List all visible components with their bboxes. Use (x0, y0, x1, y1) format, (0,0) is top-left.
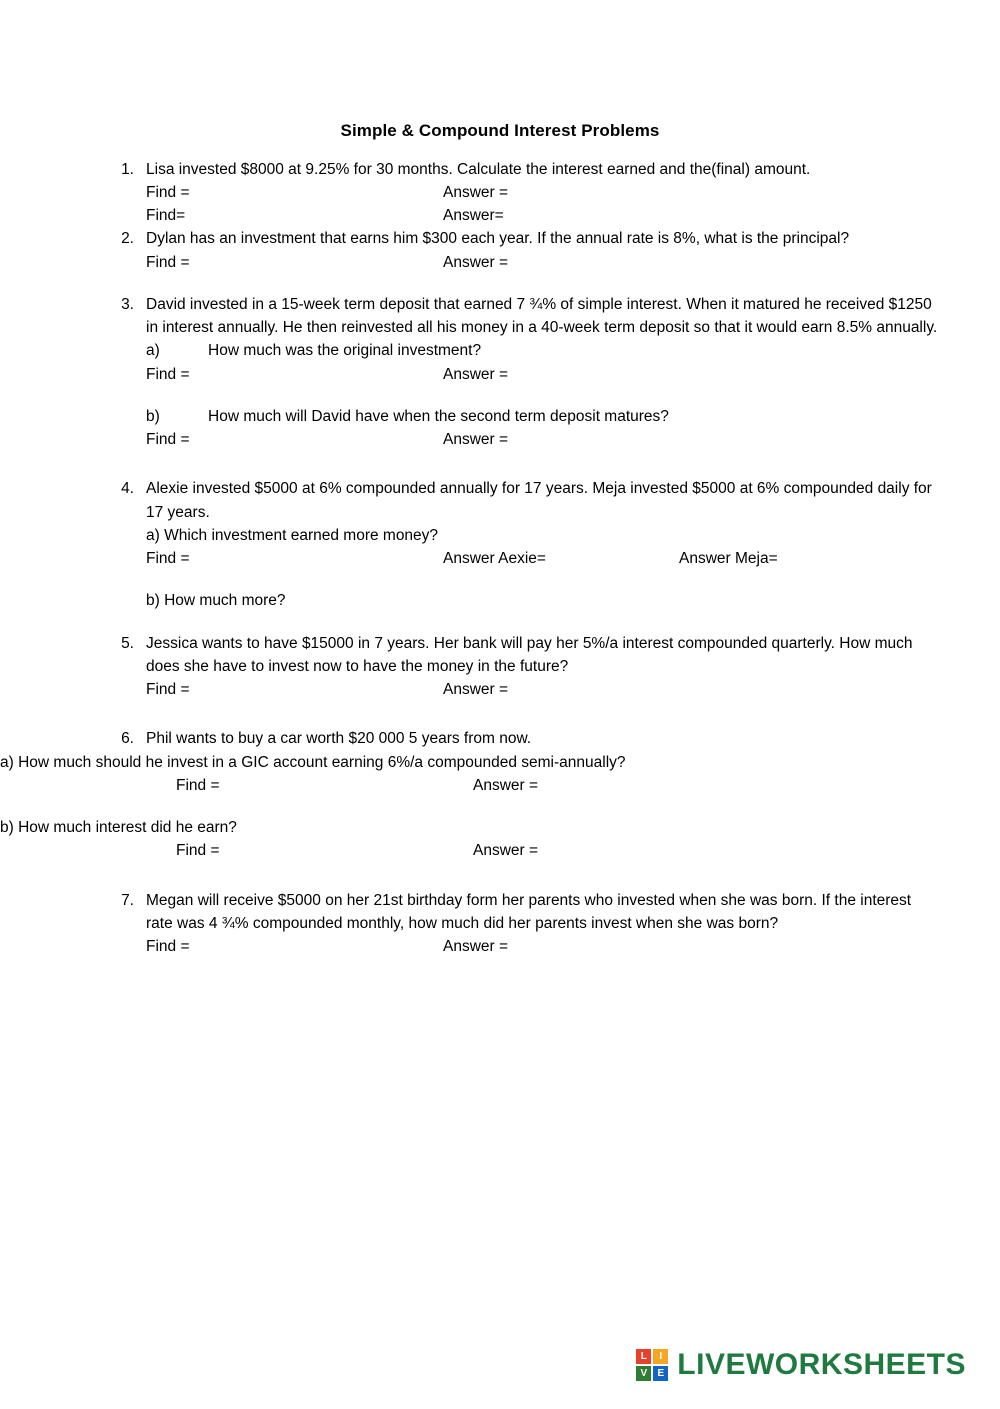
question-1-row-1 (146, 181, 942, 204)
spacer (110, 863, 942, 889)
find-label: Find = (146, 253, 190, 271)
answer-label: Answer = (473, 842, 539, 860)
question-7 (110, 889, 942, 959)
answer-label: Answer = (443, 681, 509, 698)
question-6-text: Phil wants to buy a car worth $20 000 5 years from now. (146, 730, 532, 748)
part-b-text: How much will David have when the second term deposit matures? (208, 407, 669, 425)
question-6b-row (110, 839, 942, 862)
find-label: Find = (176, 842, 220, 860)
question-3-part-b (146, 405, 942, 428)
question-3a-row (146, 363, 942, 386)
question-2-row-1 (146, 251, 942, 274)
logo-letter-i: I (653, 1349, 668, 1364)
spacer (146, 570, 942, 589)
worksheet-content (0, 158, 1000, 959)
answer-label: Answer = (443, 431, 509, 448)
find-label: Find = (146, 938, 190, 955)
question-5-text: Jessica wants to have $15000 in 7 years. Her bank will pay her 5%/a interest compounded quarterly. How much does she have to invest now to have the money in the future? (146, 634, 913, 675)
find-label: Find = (146, 365, 190, 383)
part-a-text: How much was the original investment? (208, 342, 482, 360)
answer-meja-label: Answer Meja= (679, 550, 778, 567)
part-a-label: a) (146, 342, 160, 360)
question-3b-row (146, 428, 942, 451)
worksheet-page (0, 118, 1000, 1409)
logo-letter-v: V (636, 1366, 651, 1381)
answer-aexie-label: Answer Aexie= (443, 550, 546, 567)
logo-letter-e: E (653, 1366, 668, 1381)
find-label: Find = (146, 431, 190, 448)
question-6-number: 6. (121, 730, 134, 748)
question-1 (110, 158, 942, 228)
liveworksheets-brand: LIVEWORKSHEETS (677, 1348, 966, 1381)
question-1-text: Lisa invested $8000 at 9.25% for 30 months. Calculate the interest earned and the(final) amount. (146, 160, 811, 178)
question-7-row (146, 935, 942, 958)
part-b-label: b) (146, 407, 160, 425)
question-1-number: 1. (121, 160, 134, 178)
find-label: Find= (146, 207, 186, 224)
question-3 (110, 293, 942, 452)
spacer (146, 386, 942, 405)
question-4a-row (146, 547, 942, 570)
answer-label: Answer = (443, 938, 509, 955)
question-7-number: 7. (121, 891, 134, 909)
liveworksheets-footer (636, 1342, 966, 1387)
spacer (110, 701, 942, 727)
question-5-number: 5. (121, 634, 134, 652)
answer-label: Answer = (473, 776, 539, 794)
question-6-part-b-text: b) How much interest did he earn? (0, 819, 237, 836)
answer-label: Answer= (443, 207, 504, 224)
spacer (110, 797, 942, 816)
spacer (110, 451, 942, 477)
spacer (110, 613, 942, 632)
question-4-text: Alexie invested $5000 at 6% compounded annually for 17 years. Meja invested $5000 at 6% compounded daily for 17 years. (146, 480, 932, 521)
question-2-text: Dylan has an investment that earns him $300 each year. If the annual rate is 8%, what is the principal? (146, 230, 850, 248)
question-3-part-a (146, 339, 942, 362)
find-label: Find = (146, 550, 190, 567)
spacer (110, 274, 942, 293)
answer-label: Answer = (443, 365, 509, 383)
question-3-number: 3. (121, 295, 134, 313)
answer-label: Answer = (443, 253, 509, 271)
question-5-row (146, 678, 942, 701)
question-6a-row (110, 774, 942, 797)
find-label: Find = (146, 183, 190, 201)
question-7-text: Megan will receive $5000 on her 21st birthday form her parents who invested when she was born. If the interest rate was 4 ¾% compounded monthly, how much did her parents invest when she was born? (146, 891, 912, 932)
question-2-number: 2. (121, 230, 134, 248)
question-4-part-b-text: b) How much more? (146, 592, 286, 610)
question-4-number: 4. (121, 480, 134, 498)
page-title: Simple & Compound Interest Problems (340, 121, 660, 140)
find-label: Find = (146, 681, 190, 698)
question-2 (110, 227, 942, 274)
question-3-text: David invested in a 15-week term deposit that earned 7 ¾% of simple interest. When it matured he received $1250 in interest annually. He then reinvested all his money in a 40-week term deposit so that it would earn 8.5% annually. (146, 295, 938, 336)
question-6 (0, 727, 942, 862)
logo-letter-l: L (636, 1349, 651, 1364)
question-1-row-2 (146, 204, 942, 227)
liveworksheets-logo-icon (636, 1349, 668, 1381)
question-4 (110, 477, 942, 612)
question-6-part-a-text: a) How much should he invest in a GIC account earning 6%/a compounded semi-annually? (0, 753, 626, 771)
question-5 (110, 632, 942, 702)
question-4-part-a-text: a) Which investment earned more money? (146, 526, 439, 544)
answer-label: Answer = (443, 183, 509, 201)
find-label: Find = (176, 776, 220, 794)
